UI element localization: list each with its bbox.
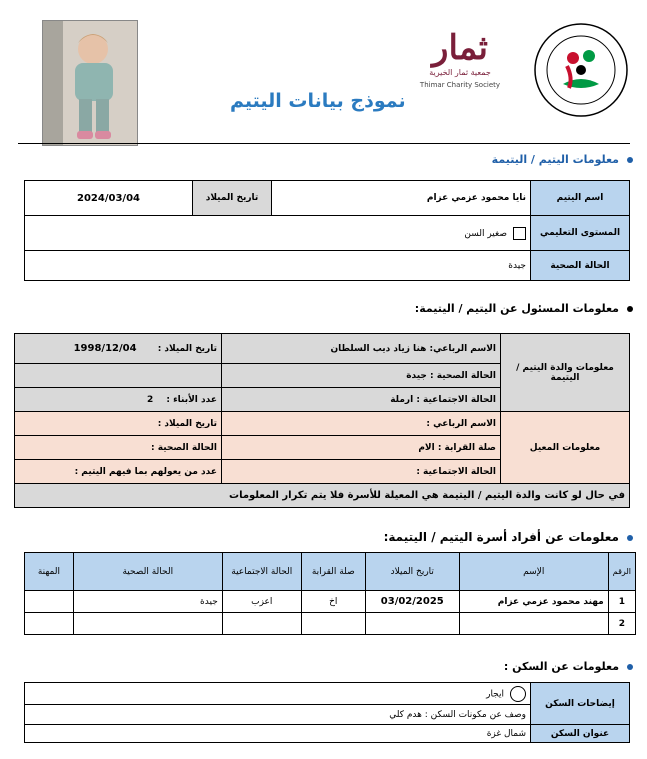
col-header: المهنة (25, 553, 74, 591)
bullet-icon (627, 157, 633, 163)
radio-icon[interactable] (510, 686, 526, 702)
orphan-photo (42, 20, 138, 146)
col-header: تاريخ الميلاد (365, 553, 459, 591)
mother-name: الاسم الرباعي: هنا زياد ديب السلطان (222, 334, 501, 364)
table-cell (222, 613, 301, 635)
provider-dependents: عدد من يعولهم بما فيهم اليتيم : (15, 460, 222, 484)
mother-children-cell (15, 388, 222, 412)
table-row (25, 613, 636, 635)
housing-rent: ايجار (486, 689, 504, 699)
provider-health: الحالة الصحية : (15, 436, 222, 460)
orphan-health-label: الحالة الصحية (531, 251, 630, 281)
table-cell: مهند محمود عزمي عزام (459, 591, 608, 613)
table-cell (73, 613, 222, 635)
header-divider (18, 143, 630, 144)
bullet-icon (627, 535, 633, 541)
housing-section-heading: معلومات عن السكن : (504, 660, 633, 673)
mother-dob-value: 1998/12/04 (73, 343, 137, 354)
family-table (24, 552, 636, 635)
palestine-tomorrow-logo (533, 22, 629, 118)
orphan-edu-label: المستوى التعليمي (531, 216, 630, 251)
housing-rent-cell (25, 683, 531, 705)
thimar-logo (415, 28, 505, 104)
housing-details-label: إيضاحات السكن (531, 683, 630, 725)
guardian-note: في حال لو كانت والدة اليتيم / اليتيمة هي المعيلة للأسرة فلا يتم تكرار المعلومات (15, 484, 630, 508)
mother-dob-cell (15, 334, 222, 364)
family-section-heading: معلومات عن أفراد أسرة اليتيم / اليتيمة: (384, 530, 633, 544)
table-cell (301, 613, 365, 635)
thimar-logo-sub: جمعية ثمار الخيرية (429, 68, 491, 77)
col-header: الرقم (608, 553, 635, 591)
mother-social: الحالة الاجتماعية : ارملة (222, 388, 501, 412)
col-header: صلة القرابة (301, 553, 365, 591)
mother-children-label: عدد الأبناء : (166, 394, 217, 405)
provider-name: الاسم الرباعي : (222, 412, 501, 436)
provider-dob: تاريخ الميلاد : (15, 412, 222, 436)
provider-social: الحالة الاجتماعية : (222, 460, 501, 484)
thimar-logo-ar: ثمار (432, 28, 488, 68)
checkbox-icon[interactable] (513, 227, 526, 240)
orphan-section-heading: معلومات اليتيم / اليتيمة (492, 153, 633, 166)
mother-children-value: 2 (146, 394, 154, 405)
housing-table (24, 682, 630, 743)
housing-address-value: شمال غزة (25, 725, 531, 743)
provider-relation: صلة القرابة : الام (222, 436, 501, 460)
page-title: نموذج بيانات اليتيم (230, 90, 406, 112)
table-cell (365, 613, 459, 635)
col-header: الحالة الاجتماعية (222, 553, 301, 591)
col-header: الإسم (459, 553, 608, 591)
table-row (25, 591, 636, 613)
table-cell (459, 613, 608, 635)
table-cell (25, 591, 74, 613)
bullet-icon (627, 664, 633, 670)
table-cell: جيدة (73, 591, 222, 613)
provider-info-label: معلومات المعيل (501, 412, 630, 484)
table-cell (25, 613, 74, 635)
guardian-info-table (14, 333, 630, 508)
guardian-section-heading: معلومات المسئول عن اليتيم / اليتيمة: (415, 302, 633, 315)
orphan-health-value: جيدة (25, 251, 531, 281)
table-cell: 1 (608, 591, 635, 613)
bullet-icon (627, 306, 633, 312)
mother-dob-label: تاريخ الميلاد : (157, 344, 217, 354)
mother-info-label: معلومات والدة اليتيم / اليتيمة (501, 334, 630, 412)
orphan-dob-label: تاريخ الميلاد (193, 181, 272, 216)
housing-address-label: عنوان السكن (531, 725, 630, 743)
col-header: الحالة الصحية (73, 553, 222, 591)
orphan-info-table (24, 180, 630, 281)
mother-health: الحالة الصحية : جيدة (222, 364, 501, 388)
orphan-name-label: اسم اليتيم (531, 181, 630, 216)
housing-description: وصف عن مكونات السكن : هدم كلي (25, 705, 531, 725)
table-cell: اخ (301, 591, 365, 613)
table-cell: 2 (608, 613, 635, 635)
orphan-edu-cell (25, 216, 531, 251)
orphan-edu-value: صغير السن (464, 228, 507, 239)
orphan-name-value: نايا محمود عزمي عزام (272, 181, 531, 216)
table-cell: اعزب (222, 591, 301, 613)
table-cell: 03/02/2025 (365, 591, 459, 613)
orphan-dob-value: 2024/03/04 (25, 181, 193, 216)
mother-empty-cell (15, 364, 222, 388)
thimar-logo-en: Thimar Charity Society (419, 81, 501, 89)
